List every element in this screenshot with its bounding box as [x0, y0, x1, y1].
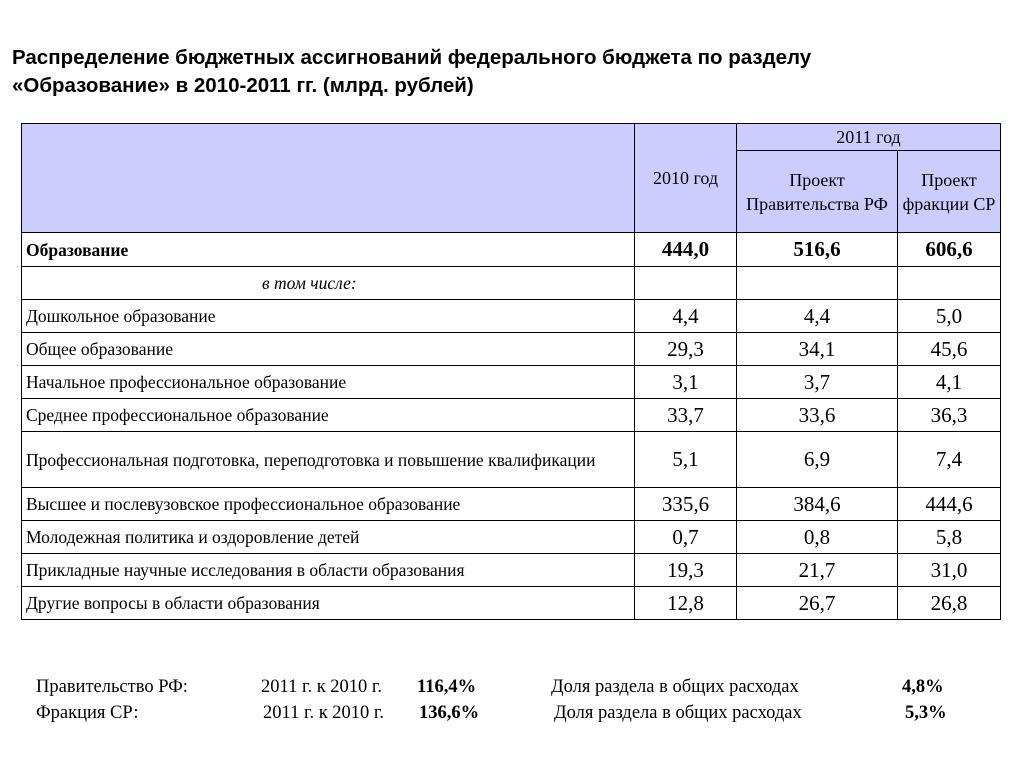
header-gov-project: Проект Правительства РФ [737, 151, 898, 233]
empty-cell [635, 267, 737, 300]
table-row [22, 432, 1001, 488]
budget-table [21, 123, 1001, 620]
value-2010: 12,8 [635, 587, 737, 620]
value-2010: 3,1 [635, 366, 737, 399]
value-sr: 26,8 [898, 587, 1001, 620]
row-name: Дошкольное образование [22, 300, 635, 333]
value-sr: 36,3 [898, 399, 1001, 432]
value-sr: 7,4 [898, 432, 1001, 488]
value-sr: 5,8 [898, 521, 1001, 554]
value-2010: 444,0 [635, 233, 737, 267]
row-name: Молодежная политика и оздоровление детей [22, 521, 635, 554]
value-2010: 19,3 [635, 554, 737, 587]
row-name: Среднее профессиональное образование [22, 399, 635, 432]
value-gov: 384,6 [737, 488, 898, 521]
value-gov: 516,6 [737, 233, 898, 267]
header-blank-cell [22, 124, 635, 233]
table-row [22, 366, 1001, 399]
value-sr: 45,6 [898, 333, 1001, 366]
share-value: 4,8% [902, 677, 944, 697]
summary-footer [36, 674, 996, 726]
page-title [12, 44, 1012, 100]
table-row-subheading [22, 267, 1001, 300]
table-row [22, 399, 1001, 432]
table-row [22, 300, 1001, 333]
header-sr-project: Проект фракции СР [898, 151, 1001, 233]
value-gov: 21,7 [737, 554, 898, 587]
share-value: 5,3% [905, 703, 947, 723]
subheading: в том числе: [22, 267, 635, 300]
header-2010: 2010 год [635, 124, 737, 233]
value-gov: 0,8 [737, 521, 898, 554]
value-sr: 606,6 [898, 233, 1001, 267]
value-gov: 3,7 [737, 366, 898, 399]
row-name: Прикладные научные исследования в области образования [22, 554, 635, 587]
value-gov: 6,9 [737, 432, 898, 488]
growth-value: 116,4% [417, 677, 477, 697]
row-name: Другие вопросы в области образования [22, 587, 635, 620]
summary-label: Правительство РФ: [36, 677, 188, 697]
value-gov: 34,1 [737, 333, 898, 366]
header-row-1 [22, 124, 1001, 151]
header-2011: 2011 год [737, 124, 1001, 151]
empty-cell [898, 267, 1001, 300]
value-2010: 5,1 [635, 432, 737, 488]
value-gov: 33,6 [737, 399, 898, 432]
title-line-1: Распределение бюджетных ассигнований федерального бюджета по разделу [12, 46, 812, 69]
table-row [22, 488, 1001, 521]
row-name: Образование [22, 233, 635, 267]
value-2010: 33,7 [635, 399, 737, 432]
value-sr: 31,0 [898, 554, 1001, 587]
value-2010: 4,4 [635, 300, 737, 333]
title-line-2: «Образование» в 2010-2011 гг. (млрд. рублей) [12, 74, 474, 97]
growth-label: 2011 г. к 2010 г. [261, 677, 383, 697]
share-label: Доля раздела в общих расходах [554, 703, 802, 723]
growth-label: 2011 г. к 2010 г. [263, 703, 385, 723]
value-sr: 444,6 [898, 488, 1001, 521]
row-name: Начальное профессиональное образование [22, 366, 635, 399]
table-row [22, 521, 1001, 554]
summary-row-sr [36, 700, 996, 726]
growth-value: 136,6% [419, 703, 480, 723]
value-sr: 5,0 [898, 300, 1001, 333]
summary-row-gov [36, 674, 996, 700]
row-name: Профессиональная подготовка, переподготовка и повышение квалификации [22, 432, 635, 488]
table-row [22, 554, 1001, 587]
row-name: Высшее и послевузовское профессиональное образование [22, 488, 635, 521]
value-sr: 4,1 [898, 366, 1001, 399]
value-2010: 0,7 [635, 521, 737, 554]
value-2010: 29,3 [635, 333, 737, 366]
summary-label: Фракция СР: [36, 703, 139, 723]
empty-cell [737, 267, 898, 300]
row-name: Общее образование [22, 333, 635, 366]
table-row [22, 587, 1001, 620]
value-2010: 335,6 [635, 488, 737, 521]
share-label: Доля раздела в общих расходах [551, 677, 799, 697]
value-gov: 4,4 [737, 300, 898, 333]
table-row-total [22, 233, 1001, 267]
table-row [22, 333, 1001, 366]
value-gov: 26,7 [737, 587, 898, 620]
